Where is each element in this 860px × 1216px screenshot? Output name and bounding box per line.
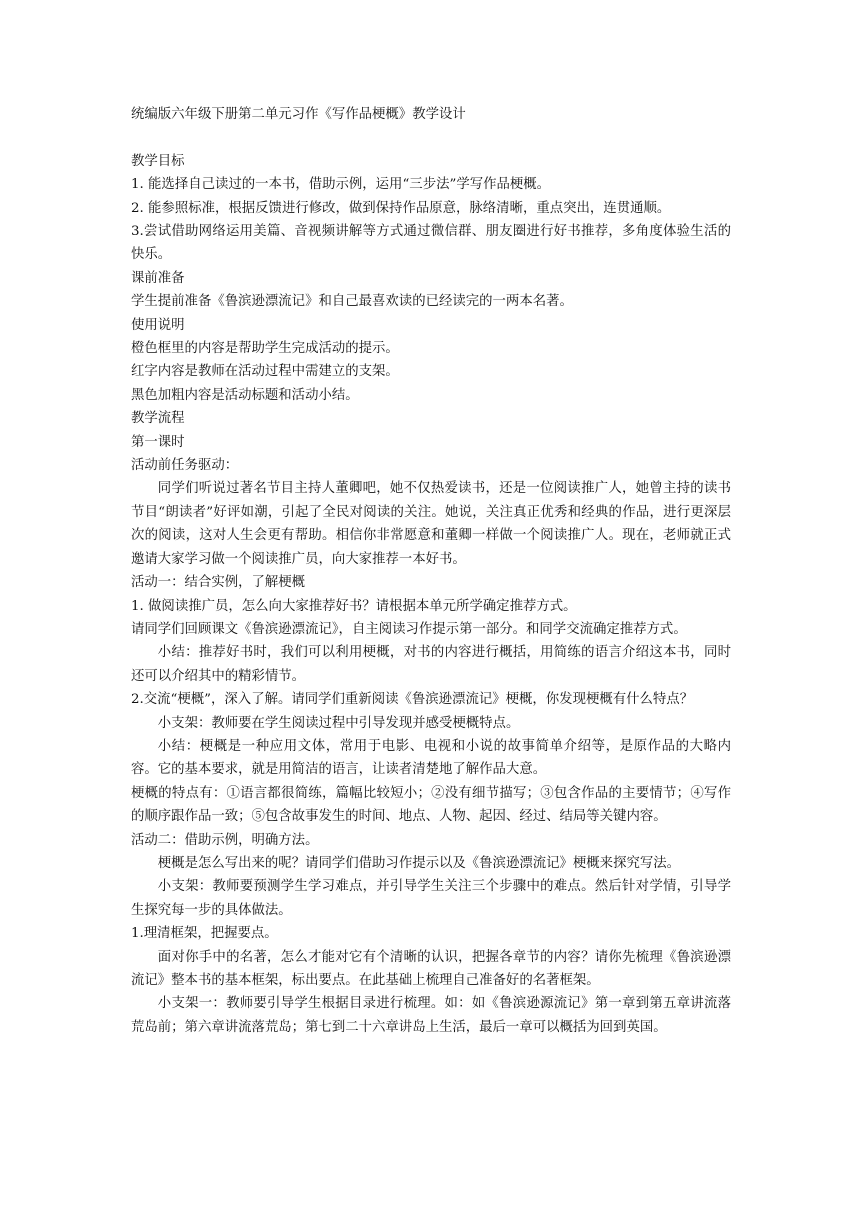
activity-2-scaffold: 小支架：教师要预测学生学习难点，并引导学生关注三个步骤中的难点。然后针对学情，引导学生探究每一步的具体做法。 [131,879,731,918]
summary-features: 梗概的特点有：①语言都很简练，篇幅比较短小；②没有细节描写；③包含作品的主要情节；④写作的顺序跟作品一致；⑤包含故事发生的时间、地点、人物、起因、经过、结局等关键内容。 [131,785,731,825]
activity-1-summary-1: 小结：推荐好书时，我们可以利用梗概，对书的内容进行概括，用简练的语言介绍这本书，同时还可以介绍其中的精彩情节。 [131,645,731,684]
activity-2-intro: 梗概是怎么写出来的呢？请同学们借助习作提示以及《鲁滨逊漂流记》梗概来探究写法。 [157,855,681,871]
activity-1-question-1-detail: 请同学们回顾课文《鲁滨逊漂流记》，自主阅读习作提示第一部分。和同学交流确定推荐方式。 [131,621,687,637]
usage-item-1: 橙色框里的内容是帮助学生完成活动的提示。 [131,341,399,357]
usage-item-2: 红字内容是教师在活动过程中需建立的支架。 [131,364,399,380]
activity-1-question-2: 2.交流“梗概”，深入了解。请同学们重新阅读《鲁滨逊漂流记》梗概，你发现梗概有什么特点？ [131,692,694,708]
spacer [131,126,731,149]
step-1-scaffold: 小支架一：教师要引导学生根据目录进行梳理。如：如《鲁滨逊源流记》第一章到第五章讲流落荒岛前；第六章讲流落荒岛；第七到二十六章讲岛上生活，最后一章可以概括为回到英国。 [131,996,731,1035]
section-heading-goals: 教学目标 [131,153,185,169]
step-1-text: 面对你手中的名著，怎么才能对它有个清晰的认识，把握各章节的内容？请你先梳理《鲁滨逊漂流记》整本书的基本框架，标出要点。在此基础上梳理自己准备好的名著框架。 [131,949,731,989]
section-heading-prep: 课前准备 [131,270,185,286]
activity-2-heading: 活动二：借助示例，明确方法。 [131,832,319,848]
prep-text: 学生提前准备《鲁滨逊漂流记》和自己最喜欢读的已经读完的一两本名著。 [131,294,573,310]
goal-item-1: 1. 能选择自己读过的一本书，借助示例，运用“三步法”学写作品梗概。 [131,177,551,193]
section-heading-usage: 使用说明 [131,317,185,333]
pre-task-text: 同学们听说过著名节目主持人董卿吧，她不仅热爱读书，还是一位阅读推广人，她曾主持的读书节目“朗读者”好评如潮，引起了全民对阅读的关注。她说，关注真正优秀和经典的作品，进行更深层次的阅读，这对人生会更有帮助。相信你非常愿意和董卿一样做一个阅读推广人。现在，老师就正式邀请大家学习做一个阅读推广员，向大家推荐一本好书。 [131,481,731,567]
pre-task-heading: 活动前任务驱动： [131,458,239,474]
document-title: 统编版六年级下册第二单元习作《写作品梗概》教学设计 [131,107,466,122]
lesson-label: 第一课时 [131,434,185,450]
activity-1-question-1: 1. 做阅读推广员，怎么向大家推荐好书？请根据本单元所学确定推荐方式。 [131,598,577,614]
goal-item-2: 2. 能参照标准，根据反馈进行修改，做到保持作品原意，脉络清晰，重点突出，连贯通顺。 [131,200,671,216]
goal-item-3: 3.尝试借助网络运用美篇、音视频讲解等方式通过微信群、朋友圈进行好书推荐，多角度体验生活的快乐。 [131,224,731,263]
activity-1-heading: 活动一：结合实例，了解梗概 [131,575,306,591]
usage-item-3: 黑色加粗内容是活动标题和活动小结。 [131,387,359,403]
activity-1-scaffold: 小支架：教师要在学生阅读过程中引导发现并感受梗概特点。 [157,715,520,731]
document-page [131,103,731,1039]
step-1-heading: 1.理清框架，把握要点。 [131,926,278,942]
section-heading-process: 教学流程 [131,411,185,427]
activity-1-summary-2: 小结：梗概是一种应用文体，常用于电影、电视和小说的故事简单介绍等，是原作品的大略内容。它的基本要求，就是用简洁的语言，让读者清楚地了解作品大意。 [131,738,731,778]
